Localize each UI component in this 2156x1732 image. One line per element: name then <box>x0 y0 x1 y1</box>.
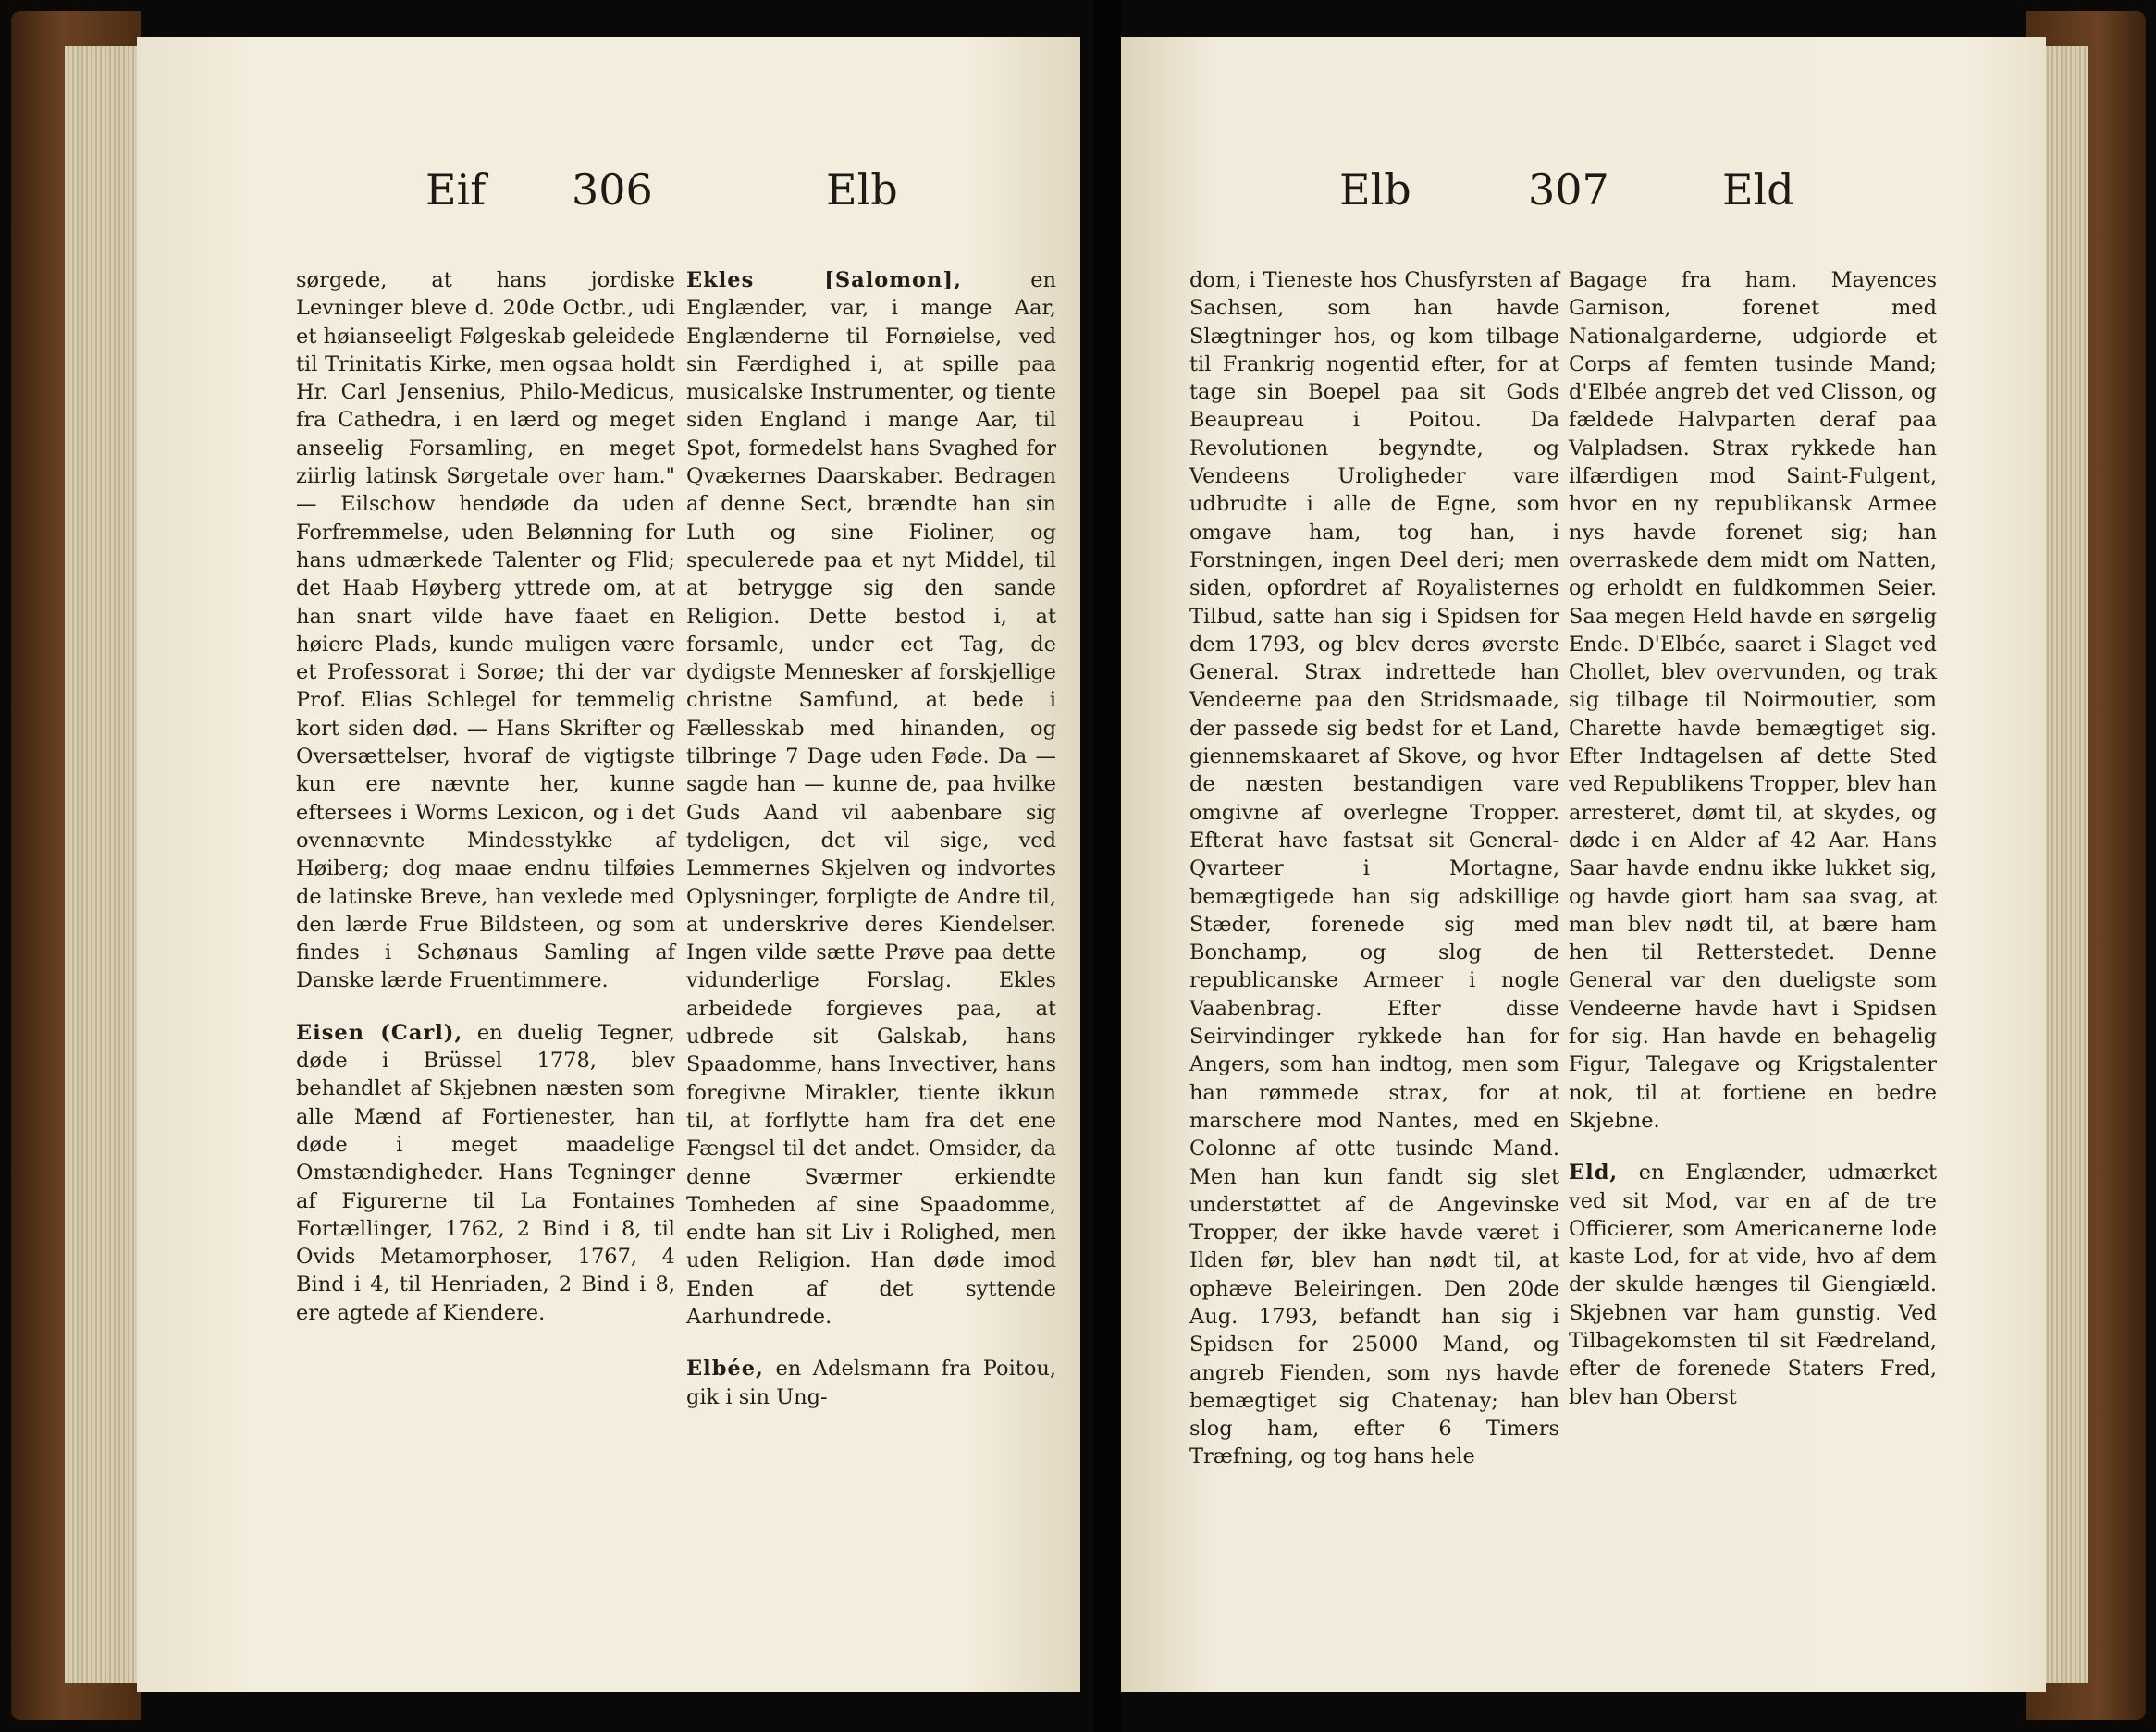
header-right-word: Eld <box>1722 165 1794 215</box>
page-number: 306 <box>572 165 653 215</box>
entry-text: en duelig Tegner, døde i Brüssel 1778, blev behandlet af Skjebnen næsten som alle Mænd af Fortienester, han døde i meget maadelige Omstændigheder. Hans Tegninger af Figurerne til La Fontaines Fortællinger, 1762, 2 Bind i 8, til Ovids Metamorphoser, 1767, 4 Bind i 4, til Henriaden, 2 Bind i 8, ere agtede af Kiendere. <box>296 1020 676 1325</box>
running-header <box>1121 148 2046 231</box>
entry-elbee <box>686 1355 1056 1411</box>
page-edges-right <box>2044 46 2088 1683</box>
entry-text: en Englænder, var, i mange Aar, Englænderne til Fornøielse, ved sin Færdighed i, at spille paa musicalske Instrumenter, og tiente siden England i mange Aar, til Spot, formedelst hans Svaghed for Qvækernes Daarskaber. Bedragen af denne Sect, brændte han sin Luth og sine Fioliner, og speculerede paa et nyt Middel, til at betrygge sig den sande Religion. Dette bestod i, at forsamle, under eet Tag, de dydigste Mennesker af forskjellige christne Samfund, at bede i Fællesskab med hinanden, og tilbringe 7 Dage uden Føde. Da — sagde han — kunne de, paa hvilke Guds Aand vil aabenbare sig tydeligen, det vil sige, ved Lemmernes Skjelven og indvortes Oplysninger, forpligte de Andre til, at underskrive deres Kiendelser. Ingen vilde sætte Prøve paa dette vidunderlige Forslag. Ekles arbeidede forgieves paa, at udbrede sit Galskab, hans Spaadomme, hans Invectiver, hans foregivne Mirakler, tiente ikkun til, at forflytte ham fra det ene Fængsel til det andet. Omsider, da denne Sværmer erkiendte Tomheden af sine Spaadomme, endte han sit Liv i Rolighed, men uden Religion. Han døde imod Enden af det syttende Aarhundrede. <box>686 268 1056 1329</box>
text-column-1 <box>296 266 675 1327</box>
entry-ekles <box>686 266 1056 1331</box>
right-page <box>1121 37 2046 1692</box>
entry-eisen <box>296 1019 675 1327</box>
header-right-word: Elb <box>826 165 898 215</box>
header-left-word: Elb <box>1339 165 1411 215</box>
entry-headword: Eisen (Carl), <box>296 1020 463 1045</box>
entry-text: en Englænder, udmærket ved sit Mod, var en af de tre Officierer, som Americanerne lode kaste Lod, for at vide, hvo af dem der skulde hænges til Giengiæld. Skjebnen var ham gunstig. Ved Tilbagekomsten til sit Fædreland, efter de forenede Staters Fred, blev han Oberst <box>1569 1161 1937 1409</box>
entry-continuation <box>1569 266 1937 1135</box>
entry-text: en Adelsmann fra Poitou, gik i sin Ung- <box>686 1357 1057 1409</box>
page-number: 307 <box>1528 165 1609 215</box>
entry-headword: Eld, <box>1569 1161 1619 1185</box>
entry-continuation <box>296 266 675 995</box>
text-column-1 <box>1189 266 1559 1471</box>
entry-text: dom, i Tieneste hos Chusfyrsten af Sachsen, som han havde Slægtninger hos, og kom tilbage til Frankrig nogentid efter, for at tage sin Boepel paa sit Gods Beaupreau i Poitou. Da Revolutionen begyndte, og Vendeens Uroligheder vare udbrudte i alle de Egne, som omgave ham, tog han, i Forstningen, ingen Deel deri; men siden, opfordret af Royalisternes Tilbud, satte han sig i Spidsen for dem 1793, og blev deres øverste General. Strax indrettede han Vendeerne paa den Stridsmaade, der passede sig bedst for et Land, giennemskaaret af Skove, og hvor de næsten bestandigen vare omgivne af overlegne Tropper. Efterat have fastsat sit General-Qvarteer i Mortagne, bemægtigede han sig adskillige Stæder, forenede sig med Bonchamp, og slog de republicanske Armeer i nogle Vaabenbrag. Efter disse Seirvindinger rykkede han for Angers, som han indtog, men som han rømmede strax, for at marschere mod Nantes, med en Colonne af otte tusinde Mand. Men han kun fandt sig slet understøttet af de Angevinske Tropper, der ikke havde været i Ilden før, blev han nødt til, at ophæve Beleiringen. Den 20de Aug. 1793, befandt han sig i Spidsen for 25000 Mand, og angreb Fienden, som nys havde bemægtiget sig Chatenay; han slog ham, efter 6 Timers Træfning, og tog hans hele <box>1189 268 1559 1469</box>
entry-eld <box>1569 1159 1937 1411</box>
entry-text: sørgede, at hans jordiske Levninger bleve d. 20de Octbr., udi et høianseeligt Følgeskab geleidede til Trinitatis Kirke, men ogsaa holdt Hr. Carl Jensenius, Philo-Medicus, fra Cathedra, i en lærd og meget anseelig Forsamling, en meget ziirlig latinsk Sørgetale over ham." — Eilschow hendøde da uden Forfremmelse, uden Belønning for hans udmærkede Talenter og Flid; det Haab Høyberg yttrede om, at han snart vilde have faaet en høiere Plads, kunde muligen være et Professorat i Sorøe; thi der var Prof. Elias Schlegel for temmelig kort siden død. — Hans Skrifter og Oversættelser, hvoraf de vigtigste kun ere nævnte her, kunne eftersees i Worms Lexicon, og i det ovennævnte Mindesstykke af Høiberg; dog maae endnu tilføies de latinske Breve, han vexlede med den lærde Frue Bildsteen, og som findes i Schønaus Samling af Danske lærde Fruentimmere. <box>296 268 675 993</box>
entry-continuation <box>1189 266 1559 1471</box>
left-page <box>137 37 1080 1692</box>
running-header <box>137 148 1080 231</box>
header-left-word: Eif <box>425 165 487 215</box>
entry-headword: Ekles [Salomon], <box>686 268 962 292</box>
scan-gutter <box>1093 0 1121 1732</box>
text-column-2 <box>1569 266 1937 1411</box>
entry-headword: Elbée, <box>686 1357 764 1382</box>
page-edges-left <box>65 46 139 1683</box>
entry-text: Bagage fra ham. Mayences Garnison, forenet med Nationalgarderne, udgiorde et Corps af femten tusinde Mand; d'Elbée angreb det ved Clisson, og fældede Halvparten deraf paa Valpladsen. Strax rykkede han ilfærdigen mod Saint-Fulgent, hvor en ny republikansk Armee nys havde forenet sig; han overraskede dem midt om Natten, og erholdt en fuldkommen Seier. Saa megen Held havde en sørgelig Ende. D'Elbée, saaret i Slaget ved Chollet, blev overvunden, og trak sig tilbage til Noirmoutier, som Charette havde bemægtiget sig. Efter Indtagelsen af dette Sted ved Republikens Tropper, blev han arresteret, dømt til, at skydes, og døde i en Alder af 42 Aar. Hans Saar havde endnu ikke lukket sig, og havde giort ham saa svag, at man blev nødt til, at bære ham hen til Retterstedet. Denne General var den dueligste som Vendeerne havde havt i Spidsen for sig. Han havde en behagelig Figur, Talegave og Krigstalenter nok, til at fortiene en bedre Skjebne. <box>1569 268 1937 1133</box>
text-column-2 <box>686 266 1056 1411</box>
